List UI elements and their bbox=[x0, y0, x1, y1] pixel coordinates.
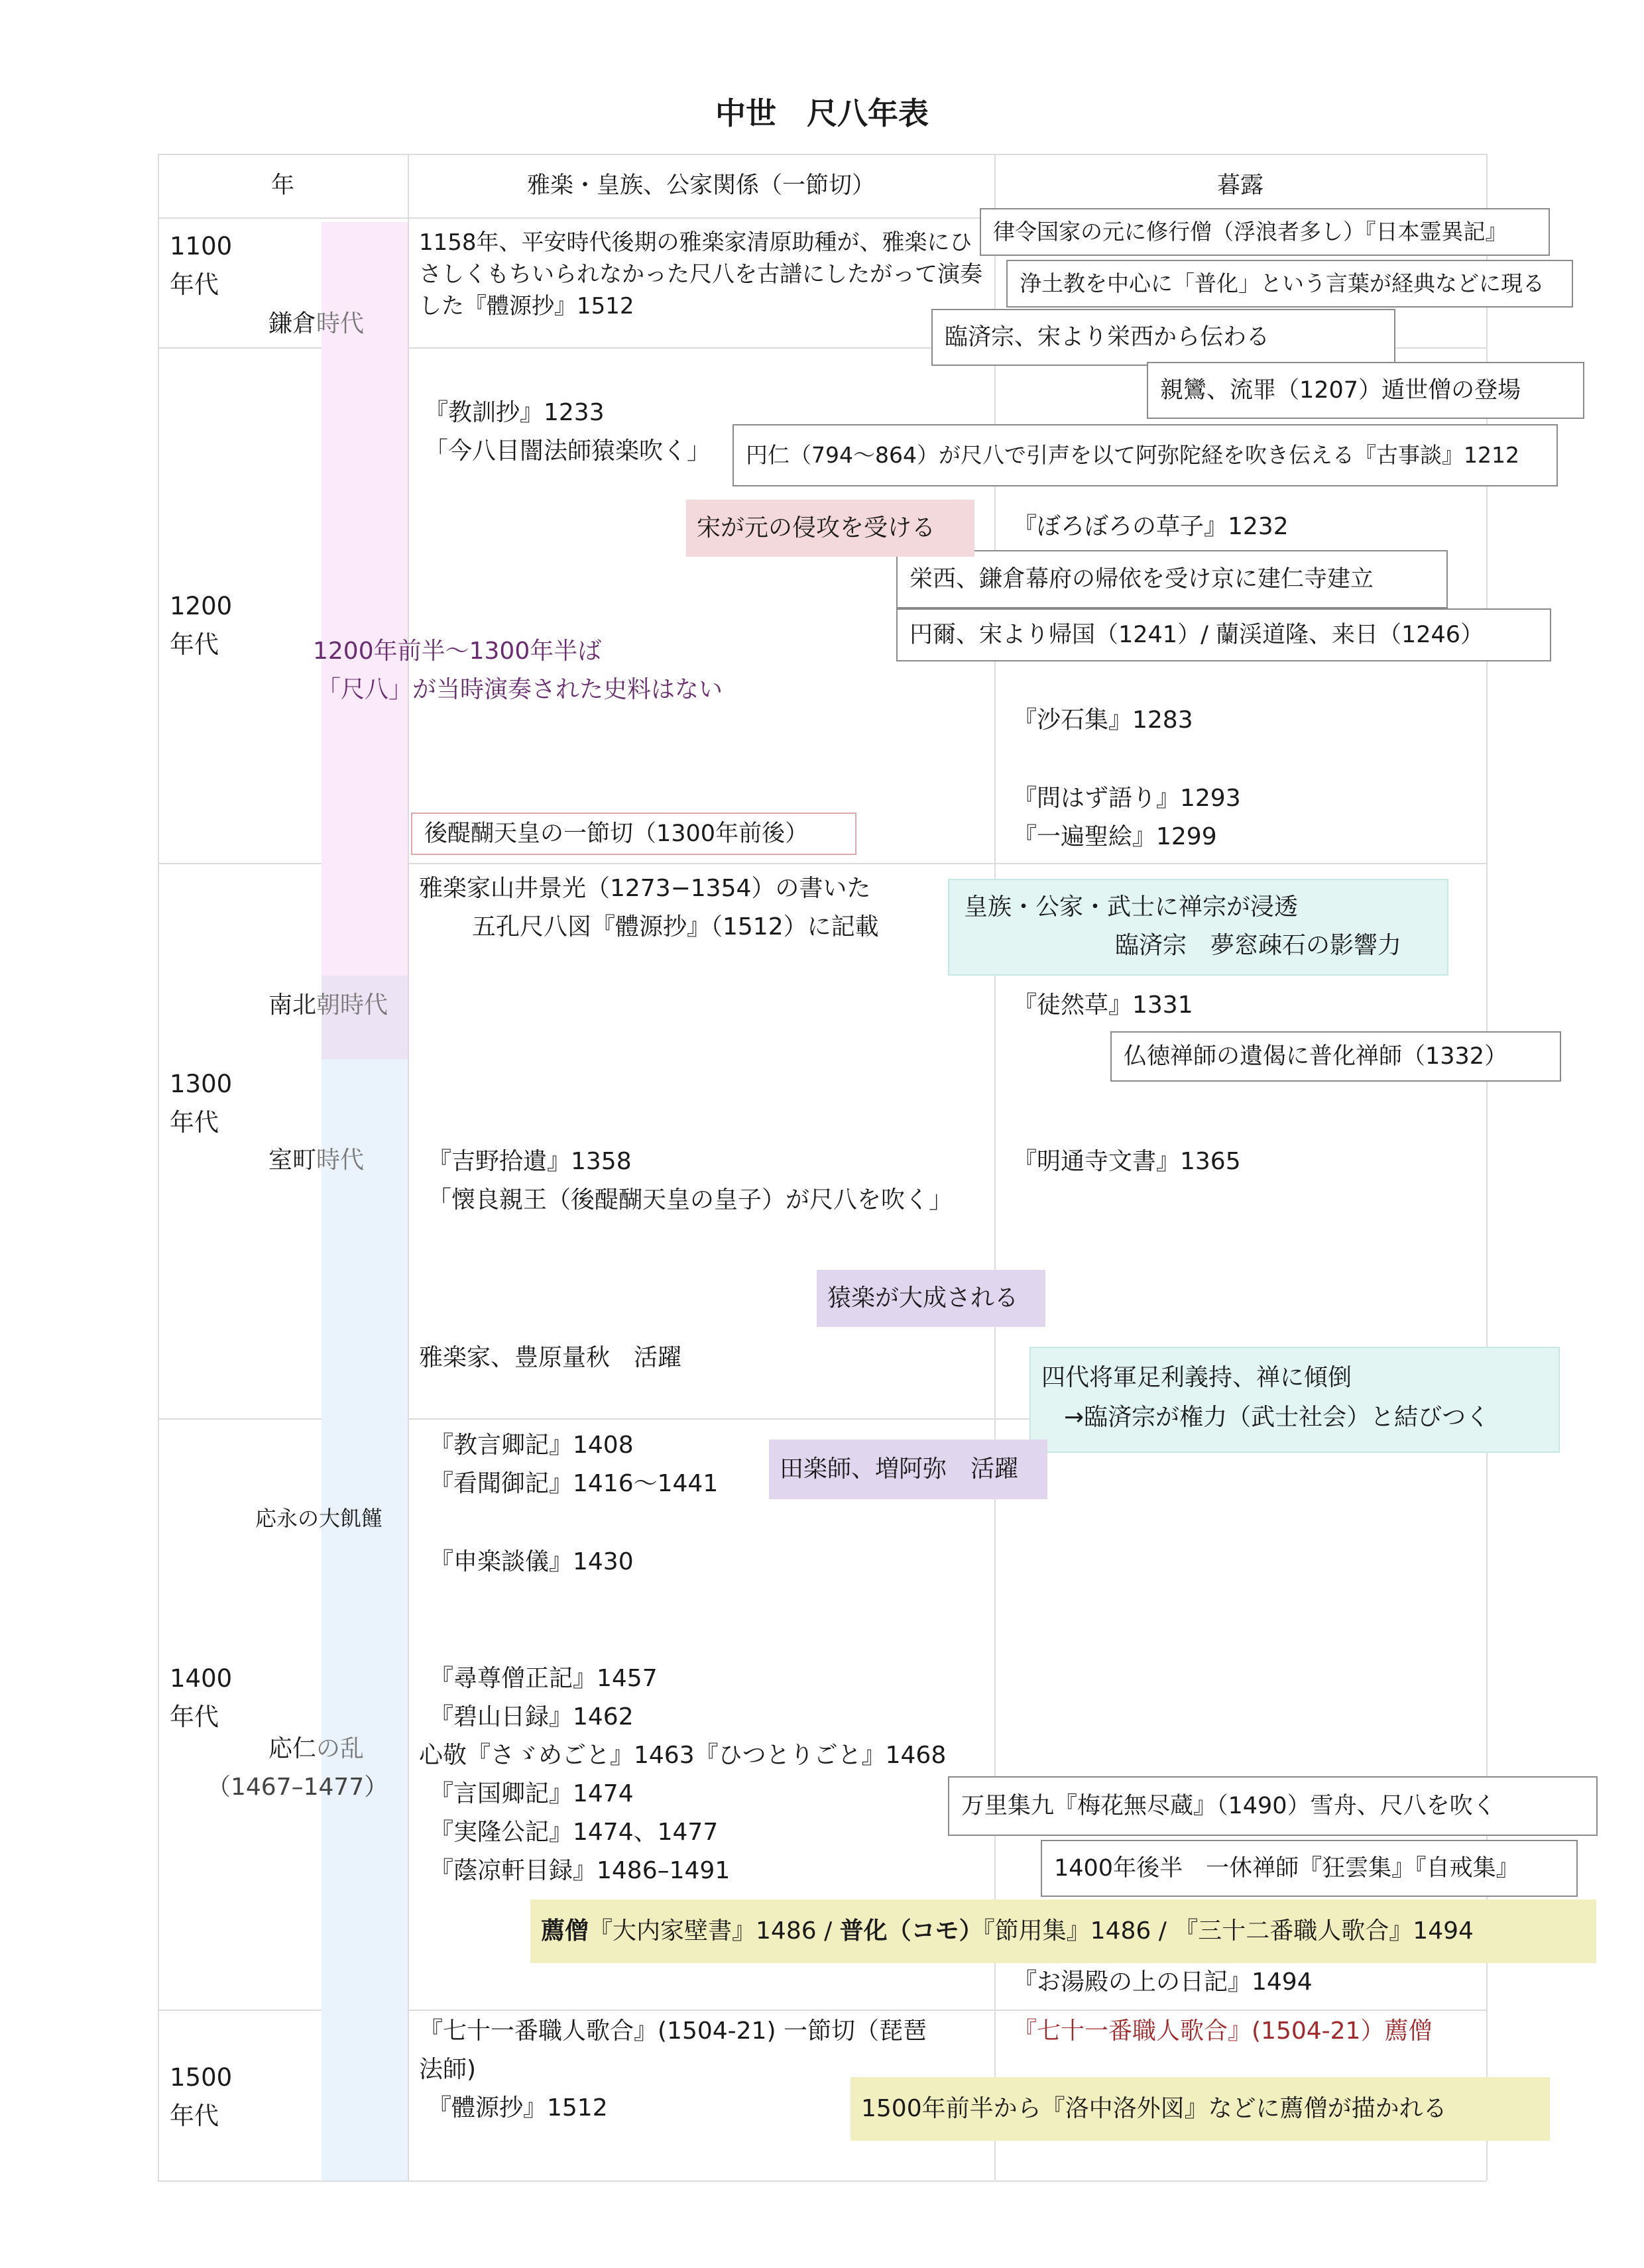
entry-oyudono: 『お湯殿の上の日記』1494 bbox=[1013, 1968, 1313, 1996]
box-rinzai: 臨済宗、宋より栄西から伝わる bbox=[931, 309, 1395, 366]
komoso-setsuyoshu: 『節用集』1486 / 『三十二番職人歌合』1494 bbox=[982, 1917, 1474, 1945]
entry-inryoken: 『蔭凉軒目録』1486–1491 bbox=[430, 1857, 731, 1884]
header-komo: 暮露 bbox=[1216, 172, 1263, 199]
decade-1300: 1300 年代 bbox=[170, 1070, 233, 1137]
column-divider-1 bbox=[408, 154, 409, 2181]
page-title: 中世 尺八年表 bbox=[715, 95, 929, 131]
box-ritsuryo: 律令国家の元に修行僧（浮浪者多し）『日本霊異記』 bbox=[980, 208, 1550, 256]
entry-taigensho: 『體源抄』1512 bbox=[428, 2094, 608, 2122]
highlight-song-yuan: 宋が元の侵攻を受ける bbox=[686, 500, 974, 557]
box-shinran: 親鸞、流罪（1207）遁世僧の登場 bbox=[1147, 362, 1584, 419]
entry-kanmon: 『看聞御記』1416〜1441 bbox=[430, 1470, 719, 1497]
muromachi-era-bar bbox=[322, 1059, 408, 2181]
fuke-komo-term: 普化（コモ） bbox=[839, 1917, 983, 1945]
entry-shichiju-line2: 法師) bbox=[419, 2056, 477, 2083]
entry-tokikuni: 『言国卿記』1474 bbox=[430, 1780, 634, 1807]
komoso-ouchi: 『大内家壁書』1486 / bbox=[589, 1917, 840, 1945]
era-kamakura-suffix: 時代 bbox=[316, 310, 365, 337]
entry-kaneyoshi: 「懐良親王（後醍醐天皇の皇子）が尺八を吹く」 bbox=[428, 1186, 953, 1214]
box-ikkyu: 1400年後半 一休禅師『狂雲集』『自戒集』 bbox=[1041, 1840, 1578, 1897]
decade-1400: 1400 年代 bbox=[170, 1664, 233, 1731]
era-kamakura-label bbox=[268, 305, 364, 343]
box-jodo: 浄土教を中心に「普化」という言葉が経典などに現る bbox=[1006, 260, 1573, 308]
era-nanboku-suffix: 朝時代 bbox=[316, 992, 388, 1019]
entry-kiyohara-1158-line2: さしくもちいられなかった尺八を古譜にしたがって演奏 bbox=[419, 261, 982, 288]
highlight-rakuchu: 1500年前半から『洛中洛外図』などに薦僧が描かれる bbox=[851, 2077, 1550, 2141]
highlight-sarugaku-taisei: 猿楽が大成される bbox=[817, 1270, 1045, 1327]
highlight-komoso-sources bbox=[530, 1899, 1596, 1963]
entry-myoanji: 『明通寺文書』1365 bbox=[1013, 1148, 1241, 1175]
entry-ippen: 『一遍聖絵』1299 bbox=[1013, 823, 1217, 850]
entry-kiyohara-1158-line3: した『體源抄』1512 bbox=[419, 293, 634, 319]
gap-note-line2: 「尺八」が当時演奏された史料はない bbox=[317, 676, 723, 703]
era-muromachi-name: 室町 bbox=[268, 1147, 317, 1174]
entry-hekizan: 『碧山日録』1462 bbox=[430, 1703, 634, 1730]
onin-war-name: 応仁 bbox=[268, 1735, 317, 1762]
decade-1500: 1500 年代 bbox=[170, 2063, 233, 2130]
era-kamakura-name: 鎌倉 bbox=[268, 310, 317, 337]
table-left-border bbox=[158, 154, 159, 2181]
onin-war-years: （1467–1477） bbox=[207, 1774, 388, 1801]
box-eisai: 栄西、鎌倉幕府の帰依を受け京に建仁寺建立 bbox=[896, 550, 1448, 608]
table-bottom-border bbox=[158, 2181, 1486, 2182]
entry-towazu: 『問はず語り』1293 bbox=[1013, 785, 1241, 812]
decade-1100: 1100 年代 bbox=[170, 232, 233, 299]
era-nanboku-label bbox=[268, 986, 388, 1025]
box-buttoku: 仏徳禅師の遺偈に普化禅師（1332） bbox=[1110, 1031, 1561, 1082]
event-oei-famine: 応永の大飢饉 bbox=[255, 1506, 383, 1531]
entry-kiyohara-1158-line1: 1158年、平安時代後期の雅楽家清原助種が、雅楽にひ bbox=[419, 229, 972, 256]
box-manri: 万里集九『梅花無尽蔵』（1490）雪舟、尺八を吹く bbox=[948, 1776, 1598, 1836]
entry-jinson: 『尋尊僧正記』1457 bbox=[430, 1665, 658, 1692]
box-enni: 円爾、宋より帰国（1241）/ 蘭渓道隆、来日（1246） bbox=[896, 608, 1551, 661]
entry-boroboro: 『ぼろぼろの草子』1232 bbox=[1013, 513, 1289, 540]
highlight-yoshimochi bbox=[1029, 1347, 1560, 1453]
zen-spread-line1: 皇族・公家・武士に禅宗が浸透 bbox=[964, 893, 1299, 921]
entry-shaseki: 『沙石集』1283 bbox=[1013, 707, 1193, 734]
entry-yamanoi-line1: 雅楽家山井景光（1273−1354）の書いた bbox=[419, 875, 871, 902]
highlight-zen-spread bbox=[948, 879, 1448, 976]
entry-kyokunsho: 『教訓抄』1233 bbox=[424, 399, 605, 426]
event-onin-war bbox=[268, 1730, 364, 1768]
entry-yoshino-shui: 『吉野拾遺』1358 bbox=[428, 1148, 632, 1175]
entry-shinkei: 心敬『さゞめごと』1463『ひつとりごと』1468 bbox=[419, 1742, 947, 1769]
decade-1200: 1200 年代 bbox=[170, 592, 233, 659]
zen-spread-line2: 臨済宗 夢窓疎石の影響力 bbox=[1115, 932, 1402, 959]
yoshimochi-line1: 四代将軍足利義持、禅に傾倒 bbox=[1041, 1364, 1352, 1391]
highlight-dengaku: 田楽師、増阿弥 活躍 bbox=[769, 1440, 1047, 1499]
box-ennin: 円仁（794〜864）が尺八で引声を以て阿弥陀経を吹き伝える『古事談』1212 bbox=[733, 424, 1558, 486]
entry-imahachime: 「今八目闇法師猿楽吹く」 bbox=[424, 437, 711, 465]
era-muromachi-label bbox=[268, 1141, 364, 1180]
header-gagaku: 雅楽・皇族、公家関係（一節切） bbox=[526, 172, 875, 199]
entry-tsurezure: 『徒然草』1331 bbox=[1013, 992, 1193, 1019]
entry-sanetaka: 『実隆公記』1474、1477 bbox=[430, 1819, 719, 1846]
entry-sarugaku-dangi: 『申楽談儀』1430 bbox=[430, 1548, 634, 1575]
entry-toyohara: 雅楽家、豊原量秋 活躍 bbox=[419, 1344, 682, 1371]
entry-yamanoi-line2: 五孔尺八図『體源抄』（1512）に記載 bbox=[472, 913, 879, 940]
era-muromachi-suffix: 時代 bbox=[316, 1147, 365, 1174]
header-year: 年 bbox=[270, 172, 294, 199]
entry-shichiju-komoso: 『七十一番職人歌合』(1504-21）薦僧 bbox=[1013, 2017, 1433, 2045]
gap-note-line1: 1200年前半〜1300年半ば bbox=[313, 638, 602, 665]
box-godaigo: 後醍醐天皇の一節切（1300年前後） bbox=[411, 813, 856, 855]
entry-shichiju-line1: 『七十一番職人歌合』(1504-21) 一節切（琵琶 bbox=[419, 2017, 927, 2045]
komoso-term: 薦僧 bbox=[541, 1917, 589, 1945]
era-nanboku-name: 南北 bbox=[268, 992, 317, 1019]
yoshimochi-line2: →臨済宗が権力（武士社会）と結びつく bbox=[1064, 1404, 1490, 1431]
entry-noritoki: 『教言卿記』1408 bbox=[430, 1432, 634, 1459]
table-top-border bbox=[158, 154, 1486, 155]
onin-war-suffix: の乱 bbox=[316, 1735, 365, 1762]
